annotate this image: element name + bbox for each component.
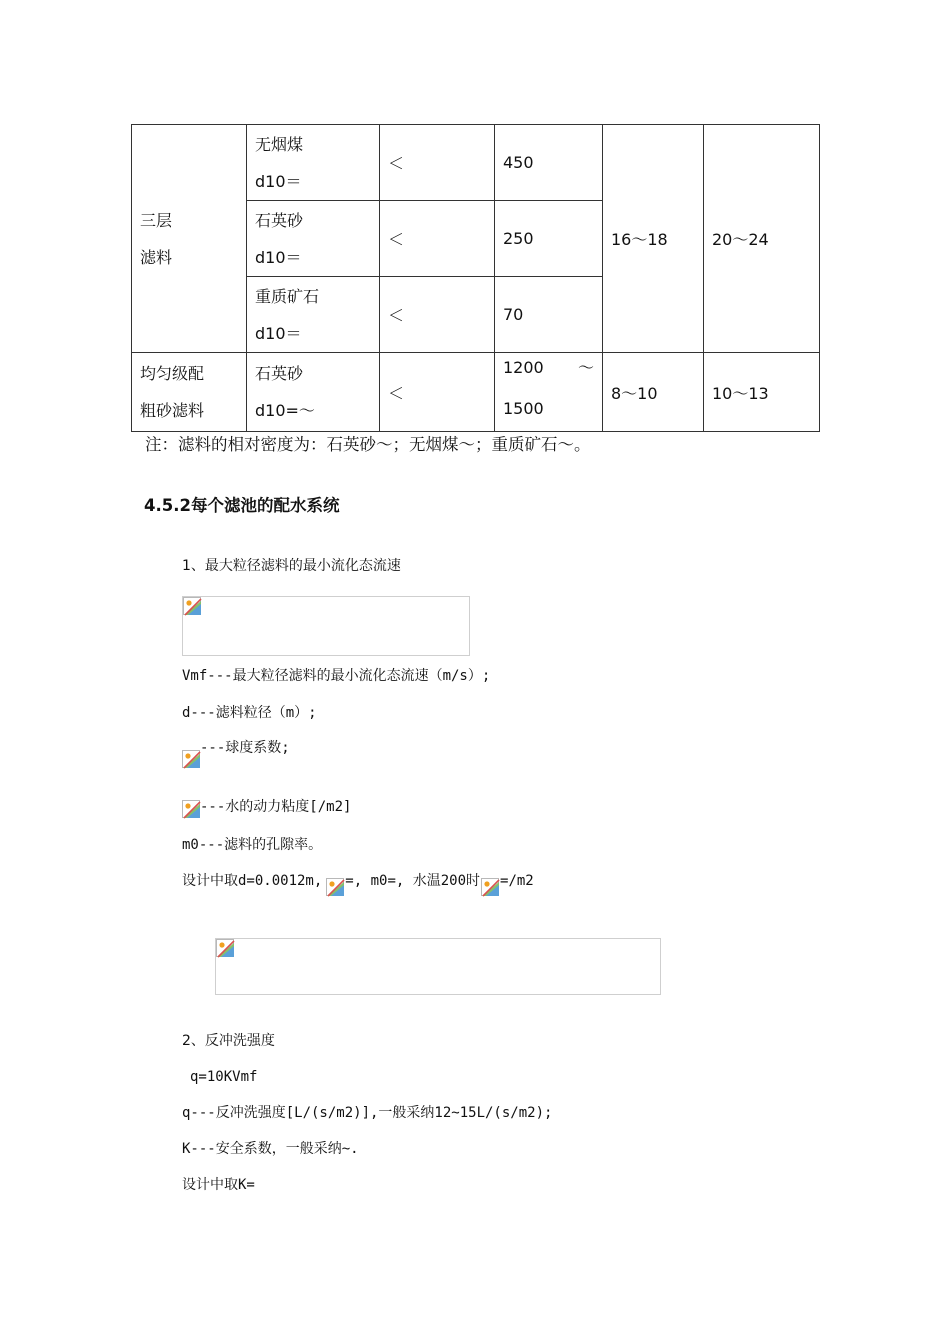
material-d10: d10=～ xyxy=(255,401,315,420)
broken-image-icon xyxy=(182,800,200,818)
thickness-cell: 250 xyxy=(495,201,603,277)
broken-image-icon xyxy=(326,878,344,896)
definition-phi: ---球度系数; xyxy=(200,740,290,756)
definition-d: d---滤料粒径（m）; xyxy=(182,705,317,721)
definition-vmf: Vmf---最大粒径滤料的最小流化态流速（m/s）; xyxy=(182,668,491,684)
three-layer-label-cell xyxy=(132,125,247,353)
design-k: 设计中取K= xyxy=(182,1177,255,1193)
design-values-line xyxy=(182,871,534,891)
material-name: 无烟煤 xyxy=(255,134,304,154)
material-d10: d10＝ xyxy=(255,247,302,267)
broken-image-icon xyxy=(182,750,200,768)
formula-q: q=10KVmf xyxy=(190,1069,258,1085)
formula-vmf-image xyxy=(182,596,470,656)
three-layer-label-line1: 三层 xyxy=(140,210,173,230)
formula-vmf-calc-image xyxy=(215,938,661,995)
table-note: 注：滤料的相对密度为：石英砂～；无烟煤～；重质矿石～。 xyxy=(145,435,591,454)
section-title: 4.5.2每个滤池的配水系统 xyxy=(144,496,340,515)
material-cell xyxy=(247,201,380,277)
item2-title: 2、反冲洗强度 xyxy=(182,1033,275,1049)
thickness-tilde: ～ xyxy=(577,357,594,377)
thickness-cell xyxy=(495,353,603,432)
forced-speed-cell: 10～13 xyxy=(704,353,820,432)
size-limit-cell: ＜ xyxy=(380,353,495,432)
three-layer-label-line2: 滤料 xyxy=(140,247,173,267)
definition-q: q---反冲洗强度[L/(s/m2)],一般采纳12~15L/(s/m2); xyxy=(182,1105,553,1121)
uniform-label-line2: 粗砂滤料 xyxy=(140,401,205,420)
speed-cell: 16～18 xyxy=(603,125,704,353)
material-name: 重质矿石 xyxy=(255,286,320,306)
item1-title: 1、最大粒径滤料的最小流化态流速 xyxy=(182,558,401,574)
design-mu: =/m2 xyxy=(500,873,534,889)
material-cell xyxy=(247,277,380,353)
broken-image-icon xyxy=(183,597,201,615)
definition-k: K---安全系数，一般采纳~. xyxy=(182,1141,359,1157)
thickness-a: 1200 xyxy=(503,357,544,377)
design-d: 设计中取d=0.0012m, xyxy=(182,873,323,889)
material-cell xyxy=(247,125,380,201)
material-name: 石英砂 xyxy=(255,210,304,230)
size-limit-cell: ＜ xyxy=(380,277,495,353)
size-limit-cell: ＜ xyxy=(380,201,495,277)
size-limit-cell: ＜ xyxy=(380,125,495,201)
material-name: 石英砂 xyxy=(255,364,304,383)
thickness-cell: 70 xyxy=(495,277,603,353)
material-cell xyxy=(247,353,380,432)
speed-cell: 8～10 xyxy=(603,353,704,432)
material-d10: d10＝ xyxy=(255,171,302,191)
broken-image-icon xyxy=(216,939,234,957)
thickness-cell: 450 xyxy=(495,125,603,201)
thickness-b: 1500 xyxy=(503,398,544,418)
definition-mu: ---水的动力粘度[/m2] xyxy=(200,799,352,815)
broken-image-icon xyxy=(481,878,499,896)
material-d10: d10＝ xyxy=(255,323,302,343)
filter-material-table xyxy=(131,124,820,432)
definition-m0: m0---滤料的孔隙率。 xyxy=(182,837,323,853)
forced-speed-cell: 20～24 xyxy=(704,125,820,353)
uniform-label-line1: 均匀级配 xyxy=(140,364,205,383)
design-phi-m0: =, m0=, 水温200时 xyxy=(345,873,481,889)
uniform-label-cell xyxy=(132,353,247,432)
